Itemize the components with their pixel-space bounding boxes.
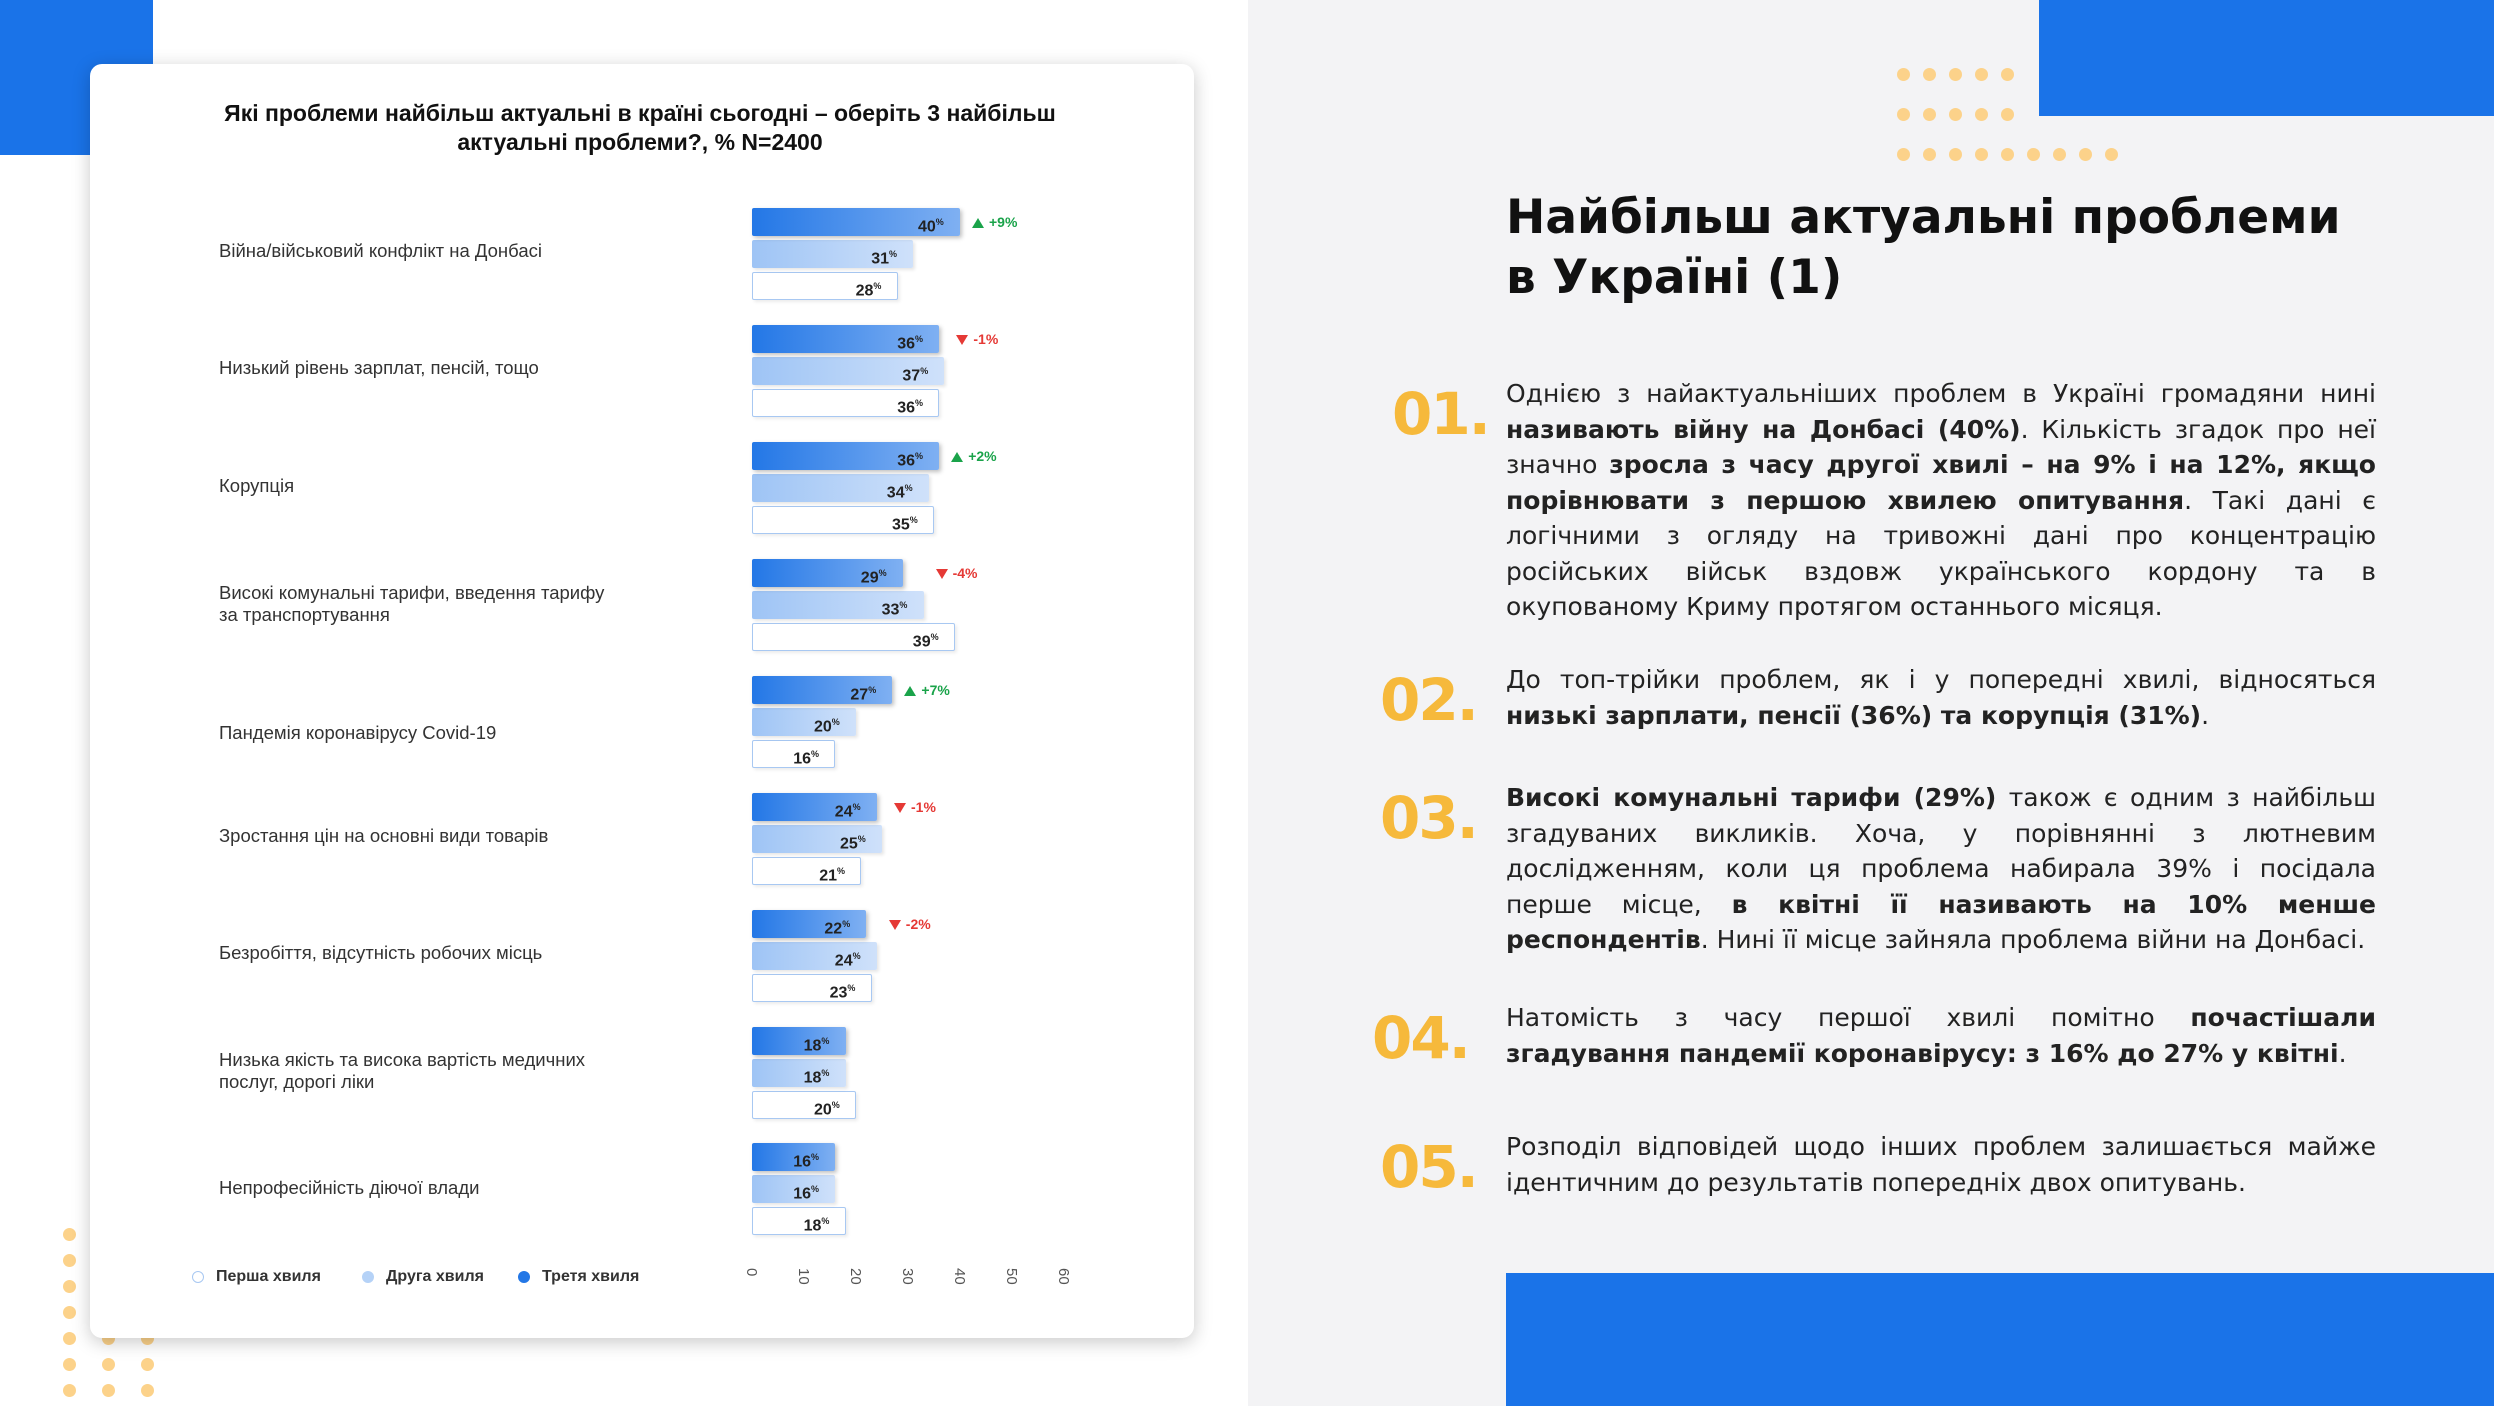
dot bbox=[2079, 148, 2092, 161]
data-label: 18% bbox=[803, 1216, 830, 1235]
category-label: Непрофесійність діючої влади bbox=[219, 1177, 480, 1198]
x-tick-label: 0 bbox=[743, 1268, 760, 1277]
dot bbox=[1897, 148, 1910, 161]
bar bbox=[752, 1027, 846, 1055]
dot bbox=[1949, 108, 1962, 121]
data-label: 25% bbox=[840, 834, 866, 853]
x-tick-label: 10 bbox=[795, 1268, 812, 1285]
data-label: 34% bbox=[886, 483, 913, 502]
dot bbox=[1897, 108, 1910, 121]
category-label: Корупція bbox=[219, 475, 295, 496]
data-label: 24% bbox=[834, 951, 861, 970]
change-indicator: -1% bbox=[956, 331, 998, 347]
data-label: 36% bbox=[897, 398, 923, 417]
item-text: До топ-трійки проблем, як і у попередні хвилі, відносяться низькі зарплати, пенсії (36%) та корупція (31%). bbox=[1506, 665, 2376, 730]
dot bbox=[141, 1384, 154, 1397]
x-tick-label: 20 bbox=[847, 1268, 864, 1285]
x-tick-label: 40 bbox=[951, 1268, 968, 1285]
category-label: Війна/військовий конфлікт на Донбасі bbox=[219, 240, 542, 261]
legend-item-first-wave bbox=[192, 1268, 321, 1286]
change-indicator: -4% bbox=[936, 565, 978, 581]
data-label: 18% bbox=[803, 1068, 830, 1087]
blue-corner-block bbox=[2039, 0, 2494, 116]
legend-marker bbox=[518, 1271, 530, 1283]
dot bbox=[102, 1384, 115, 1397]
item-text: Розподіл відповідей щодо інших проблем залишається майже ідентичним до результатів попередніх двох опитувань. bbox=[1506, 1132, 2376, 1197]
item-number: 01. bbox=[1392, 380, 1489, 448]
data-label: 40% bbox=[918, 217, 944, 236]
legend-label: Друга хвиля bbox=[386, 1268, 484, 1285]
data-label: 16% bbox=[793, 1184, 819, 1203]
x-tick-label: 50 bbox=[1003, 1268, 1020, 1285]
data-label: 16% bbox=[793, 749, 819, 768]
dot bbox=[63, 1280, 76, 1293]
dot bbox=[1975, 108, 1988, 121]
dot bbox=[2001, 148, 2014, 161]
dot bbox=[63, 1306, 76, 1319]
item-number: 03. bbox=[1380, 784, 1477, 852]
change-indicator: -1% bbox=[894, 799, 936, 815]
dot bbox=[1975, 68, 1988, 81]
item-number: 05. bbox=[1380, 1133, 1477, 1201]
data-label: 36% bbox=[897, 451, 923, 470]
dot bbox=[1975, 148, 1988, 161]
legend-label: Третя хвиля bbox=[542, 1268, 640, 1285]
data-label: 24% bbox=[834, 802, 861, 821]
data-label: 31% bbox=[871, 249, 897, 268]
chart-title: Які проблеми найбільш актуальні в країні сьогодні – оберіть 3 найбільш актуальні проблеми?, % N=2400 bbox=[224, 100, 1056, 155]
bar bbox=[752, 1059, 846, 1087]
dot bbox=[2053, 148, 2066, 161]
data-label: 37% bbox=[902, 366, 929, 385]
dot bbox=[63, 1332, 76, 1345]
item-number: 04. bbox=[1372, 1004, 1469, 1072]
category-label: Низька якість та висока вартість медичних послуг, дорогі ліки bbox=[219, 1049, 586, 1092]
change-indicator: +7% bbox=[904, 682, 949, 698]
dot bbox=[2105, 148, 2118, 161]
dot bbox=[63, 1228, 76, 1241]
legend-item-third-wave bbox=[518, 1268, 639, 1286]
category-label: Високі комунальні тарифи, введення тарифу за транспортування bbox=[219, 582, 605, 625]
dot bbox=[1923, 108, 1936, 121]
data-label: 18% bbox=[803, 1036, 830, 1055]
dot bbox=[141, 1358, 154, 1371]
item-number: 02. bbox=[1380, 666, 1477, 734]
data-label: 20% bbox=[814, 717, 840, 736]
data-label: 33% bbox=[881, 600, 908, 619]
category-label: Низький рівень зарплат, пенсій, тощо bbox=[219, 357, 539, 378]
bar bbox=[752, 1207, 846, 1235]
x-tick-label: 60 bbox=[1055, 1268, 1072, 1285]
data-label: 27% bbox=[850, 685, 877, 704]
data-label: 22% bbox=[824, 919, 851, 938]
dot bbox=[63, 1384, 76, 1397]
data-label: 35% bbox=[892, 515, 918, 534]
dot bbox=[2001, 108, 2014, 121]
bar bbox=[752, 1091, 856, 1119]
change-indicator: +2% bbox=[951, 448, 996, 464]
bar bbox=[752, 708, 856, 736]
item-text: Натомість з часу першої хвилі помітно почастішали згадування пандемії коронавірусу: з 16% до 27% у квітні. bbox=[1506, 1003, 2376, 1068]
dot bbox=[2027, 148, 2040, 161]
category-label: Пандемія коронавірусу Covid-19 bbox=[219, 722, 497, 743]
category-label: Зростання цін на основні види товарів bbox=[219, 825, 549, 846]
item-text: Однією з найактуальніших проблем в Україні громадяни нині називають війну на Донбасі (40%). Кількість згадок про неї значно зросла з часу другої хвилі – на 9% і на 12%, якщо порівнювати з першою хвилею опитування. Такі дані є логічними з огляду на тривожні дані про концентрацію російських військ вздовж українського кордону та в окупованому Криму протягом останнього місяця. bbox=[1506, 379, 2376, 621]
data-label: 16% bbox=[793, 1152, 819, 1171]
dot bbox=[63, 1358, 76, 1371]
legend-marker bbox=[362, 1271, 374, 1283]
dot bbox=[63, 1254, 76, 1267]
dot bbox=[1923, 148, 1936, 161]
data-label: 39% bbox=[912, 632, 939, 651]
page-heading bbox=[1506, 188, 2406, 308]
legend-label: Перша хвиля bbox=[216, 1268, 321, 1285]
dot bbox=[2001, 68, 2014, 81]
change-indicator: +9% bbox=[972, 214, 1017, 230]
legend-item-second-wave bbox=[362, 1268, 484, 1286]
blue-footer-block bbox=[1506, 1273, 2494, 1406]
heading-line: в Україні (1) bbox=[1506, 250, 1843, 305]
category-label: Безробіття, відсутність робочих місць bbox=[219, 942, 543, 963]
dot bbox=[1949, 148, 1962, 161]
heading-line: Найбільш актуальні проблеми bbox=[1506, 190, 2341, 245]
data-label: 29% bbox=[860, 568, 887, 587]
data-label: 36% bbox=[897, 334, 923, 353]
data-label: 20% bbox=[814, 1100, 840, 1119]
data-label: 21% bbox=[819, 866, 845, 885]
x-tick-label: 30 bbox=[899, 1268, 916, 1285]
dot bbox=[102, 1358, 115, 1371]
data-label: 23% bbox=[829, 983, 856, 1002]
legend-marker bbox=[192, 1271, 204, 1283]
dot bbox=[1923, 68, 1936, 81]
data-label: 28% bbox=[855, 281, 882, 300]
dot bbox=[1949, 68, 1962, 81]
change-indicator: -2% bbox=[889, 916, 931, 932]
item-text: Високі комунальні тарифи (29%) також є одним з найбільш згадуваних викликів. Хоча, у порівнянні з лютневим дослідженням, коли ця проблема набирала 39% і посідала перше місце, в квітні її називають на 10% менше респондентів. Нині її місце зайняла проблема війни на Донбасі. bbox=[1506, 783, 2377, 954]
dot bbox=[1897, 68, 1910, 81]
